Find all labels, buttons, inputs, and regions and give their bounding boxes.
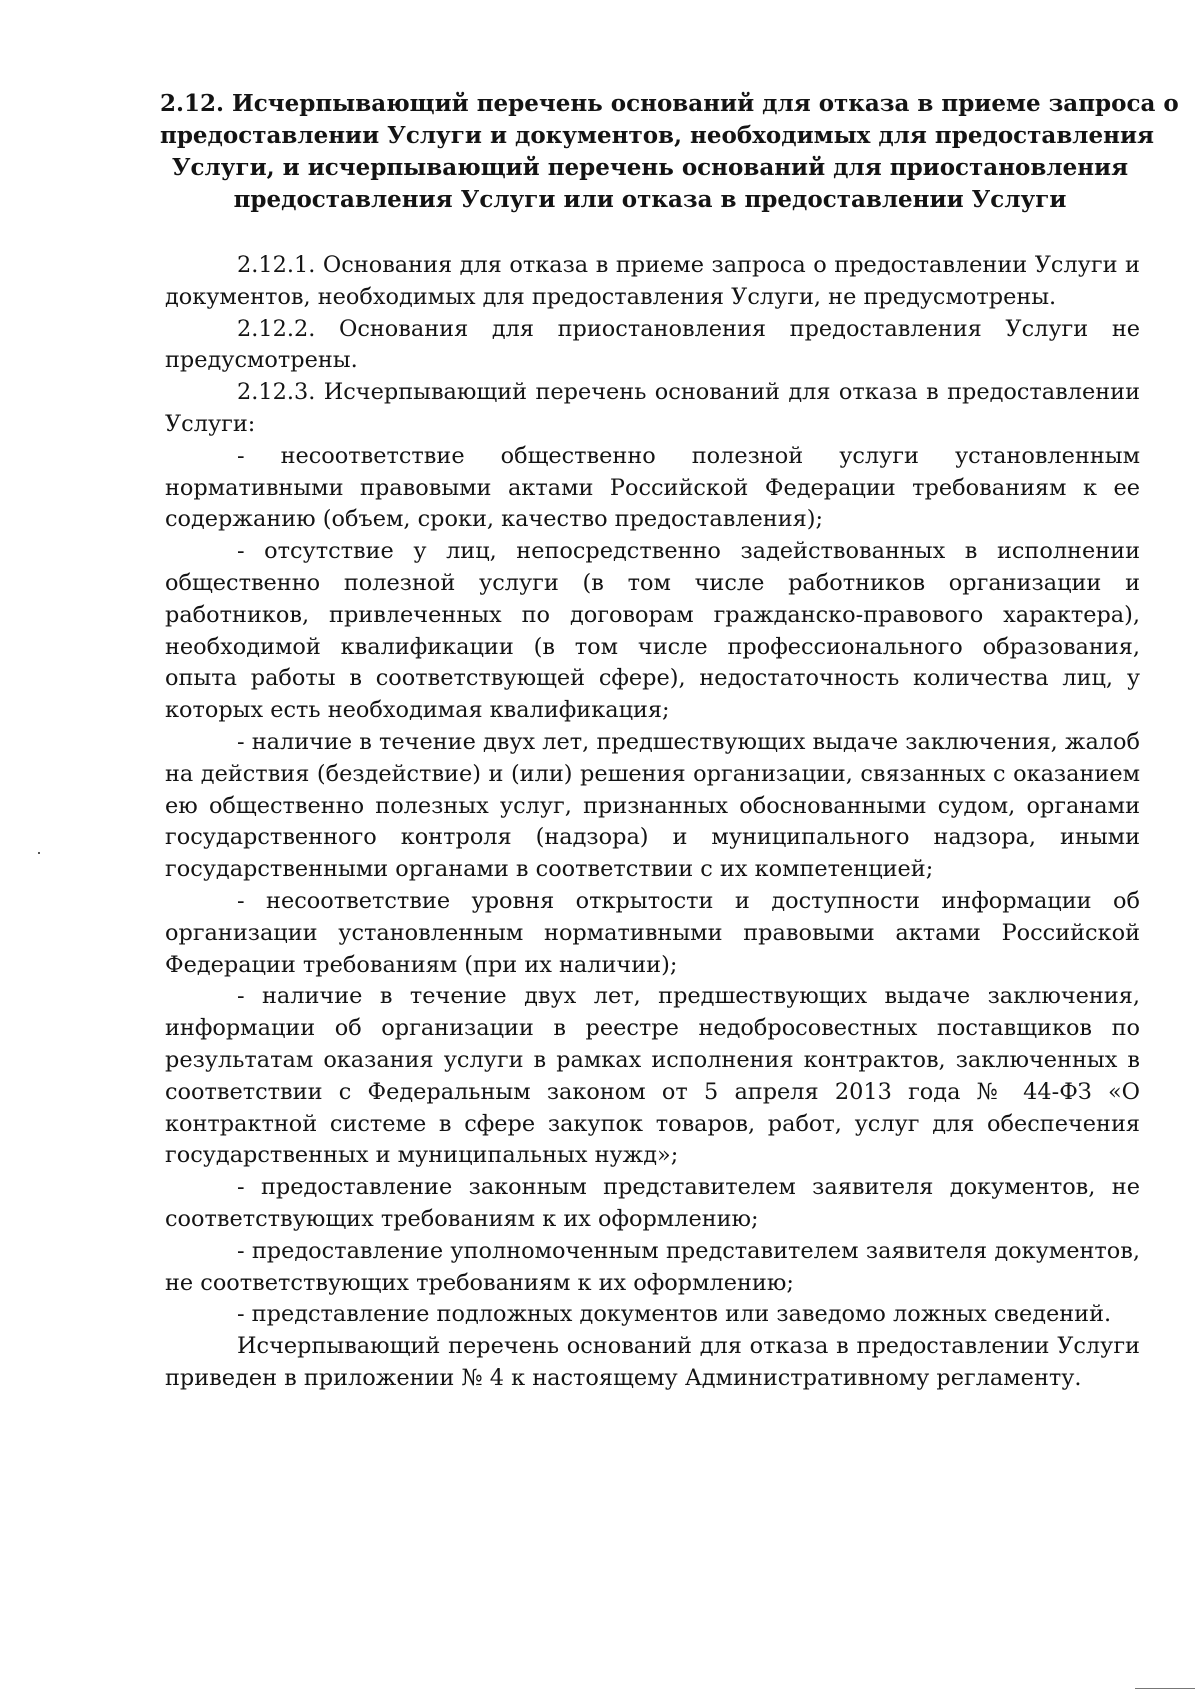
list-item: - наличие в течение двух лет, предшествующих выдаче заключения, жалоб на действия (бездействие) и (или) решения организации, связанных с оказанием ею общественно полезных услуг, признанных обоснованными судом, органами государственного контроля (надзора) и муниципального надзора, иными государственными органами в соответствии с их компетенцией; — [165, 728, 1140, 883]
heading-line: Услуги, и исчерпывающий перечень оснований для приостановления — [171, 154, 1129, 181]
scan-speck — [38, 852, 40, 854]
paragraph-2-12-1: 2.12.1. Основания для отказа в приеме запроса о предоставлении Услуги и документов, необходимых для предоставления Услуги, не предусмотрены. — [165, 252, 1140, 310]
paragraph-2-12-2: 2.12.2. Основания для приостановления предоставления Услуги не предусмотрены. — [165, 315, 1140, 374]
heading-line: 2.12. Исчерпывающий перечень оснований для отказа в приеме запроса о — [160, 90, 1179, 117]
list-item: - предоставление уполномоченным представителем заявителя документов, не соответствующих требованиям к их оформлению; — [165, 1237, 1140, 1296]
list-item: - предоставление законным представителем заявителя документов, не соответствующих требованиям к их оформлению; — [165, 1174, 1140, 1232]
closing-paragraph: Исчерпывающий перечень оснований для отказа в предоставлении Услуги приведен в приложении № 4 к настоящему Административному регламенту. — [165, 1333, 1140, 1391]
scan-edge-mark — [1135, 1688, 1195, 1689]
list-item: - несоответствие уровня открытости и доступности информации об организации установленным нормативными правовыми актами Российской Федерации требованиям (при их наличии); — [165, 887, 1140, 978]
heading-line: предоставления Услуги или отказа в предоставлении Услуги — [233, 186, 1067, 213]
list-item: - отсутствие у лиц, непосредственно задействованных в исполнении общественно полезной услуги (в том числе работников организации и работников, привлеченных по договорам гражданско-правового характера), необходимой квалификации (в том числе профессионального образования, опыта работы в соответствующей сфере), недостаточность количества лиц, у которых есть необходимая квалификация; — [165, 538, 1140, 724]
document-body — [165, 250, 1140, 1395]
heading-line: предоставлении Услуги и документов, необходимых для предоставления — [160, 122, 1155, 149]
section-heading — [160, 88, 1179, 216]
paragraph-2-12-3: 2.12.3. Исчерпывающий перечень оснований для отказа в предоставлении Услуги: — [165, 379, 1140, 437]
list-item: - представление подложных документов или заведомо ложных сведений. — [237, 1301, 1112, 1328]
list-item: - несоответствие общественно полезной услуги установленным нормативными правовыми актами Российской Федерации требованиям к ее содержанию (объем, сроки, качество предоставления); — [165, 442, 1140, 533]
list-item: - наличие в течение двух лет, предшествующих выдаче заключения, информации об организации в реестре недобросовестных поставщиков по результатам оказания услуги в рамках исполнения контрактов, заключенных в соответствии с Федеральным законом от 5 апреля 2013 года № 44-ФЗ «О контрактной системе в сфере закупок товаров, работ, услуг для обеспечения государственных и муниципальных нужд»; — [165, 983, 1140, 1169]
